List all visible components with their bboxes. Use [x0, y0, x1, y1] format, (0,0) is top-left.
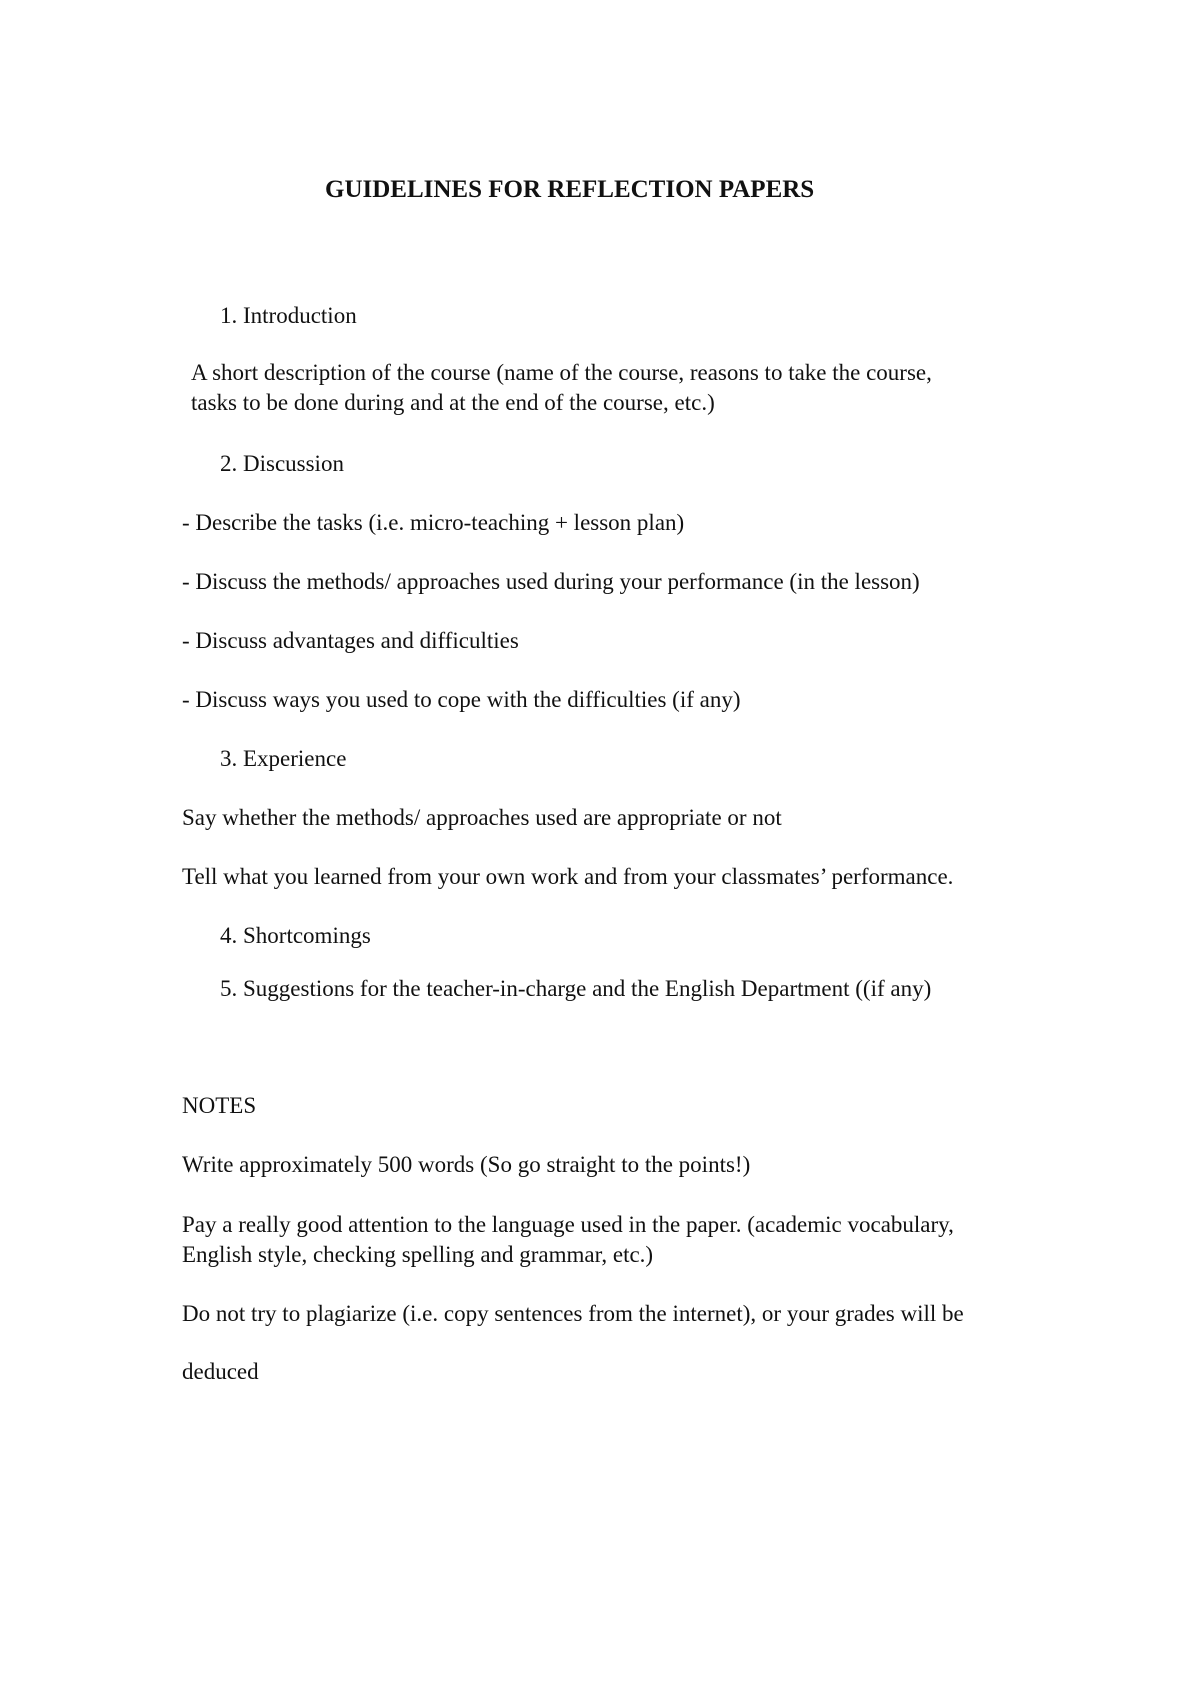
section-heading-suggestions: 5. Suggestions for the teacher-in-charge and the English Department ((if any) — [220, 976, 932, 1001]
notes-item-word-count: Write approximately 500 words (So go straight to the points!) — [182, 1152, 751, 1177]
discussion-item-tasks: - Describe the tasks (i.e. micro-teaching + lesson plan) — [182, 510, 685, 535]
section-heading-introduction: 1. Introduction — [220, 303, 357, 328]
notes-item-language-line-1: Pay a really good attention to the language used in the paper. (academic vocabulary, — [182, 1212, 954, 1237]
notes-item-plagiarism-line-2: deduced — [182, 1359, 259, 1384]
discussion-item-advantages: - Discuss advantages and difficulties — [182, 628, 519, 653]
document-title: GUIDELINES FOR REFLECTION PAPERS — [325, 176, 815, 203]
introduction-text-line-1: A short description of the course (name of the course, reasons to take the course, — [191, 360, 932, 385]
notes-item-language-line-2: English style, checking spelling and grammar, etc.) — [182, 1242, 654, 1267]
section-heading-discussion: 2. Discussion — [220, 451, 344, 476]
notes-item-plagiarism-line-1: Do not try to plagiarize (i.e. copy sentences from the internet), or your grades will be — [182, 1301, 964, 1326]
discussion-item-methods: - Discuss the methods/ approaches used during your performance (in the lesson) — [182, 569, 920, 594]
experience-text-line-2: Tell what you learned from your own work and from your classmates’ performance. — [182, 864, 954, 889]
section-heading-experience: 3. Experience — [220, 746, 347, 771]
discussion-item-coping: - Discuss ways you used to cope with the difficulties (if any) — [182, 687, 741, 712]
section-heading-shortcomings: 4. Shortcomings — [220, 923, 371, 948]
introduction-text-line-2: tasks to be done during and at the end of the course, etc.) — [191, 390, 715, 415]
notes-heading: NOTES — [182, 1093, 257, 1118]
experience-text-line-1: Say whether the methods/ approaches used are appropriate or not — [182, 805, 782, 830]
